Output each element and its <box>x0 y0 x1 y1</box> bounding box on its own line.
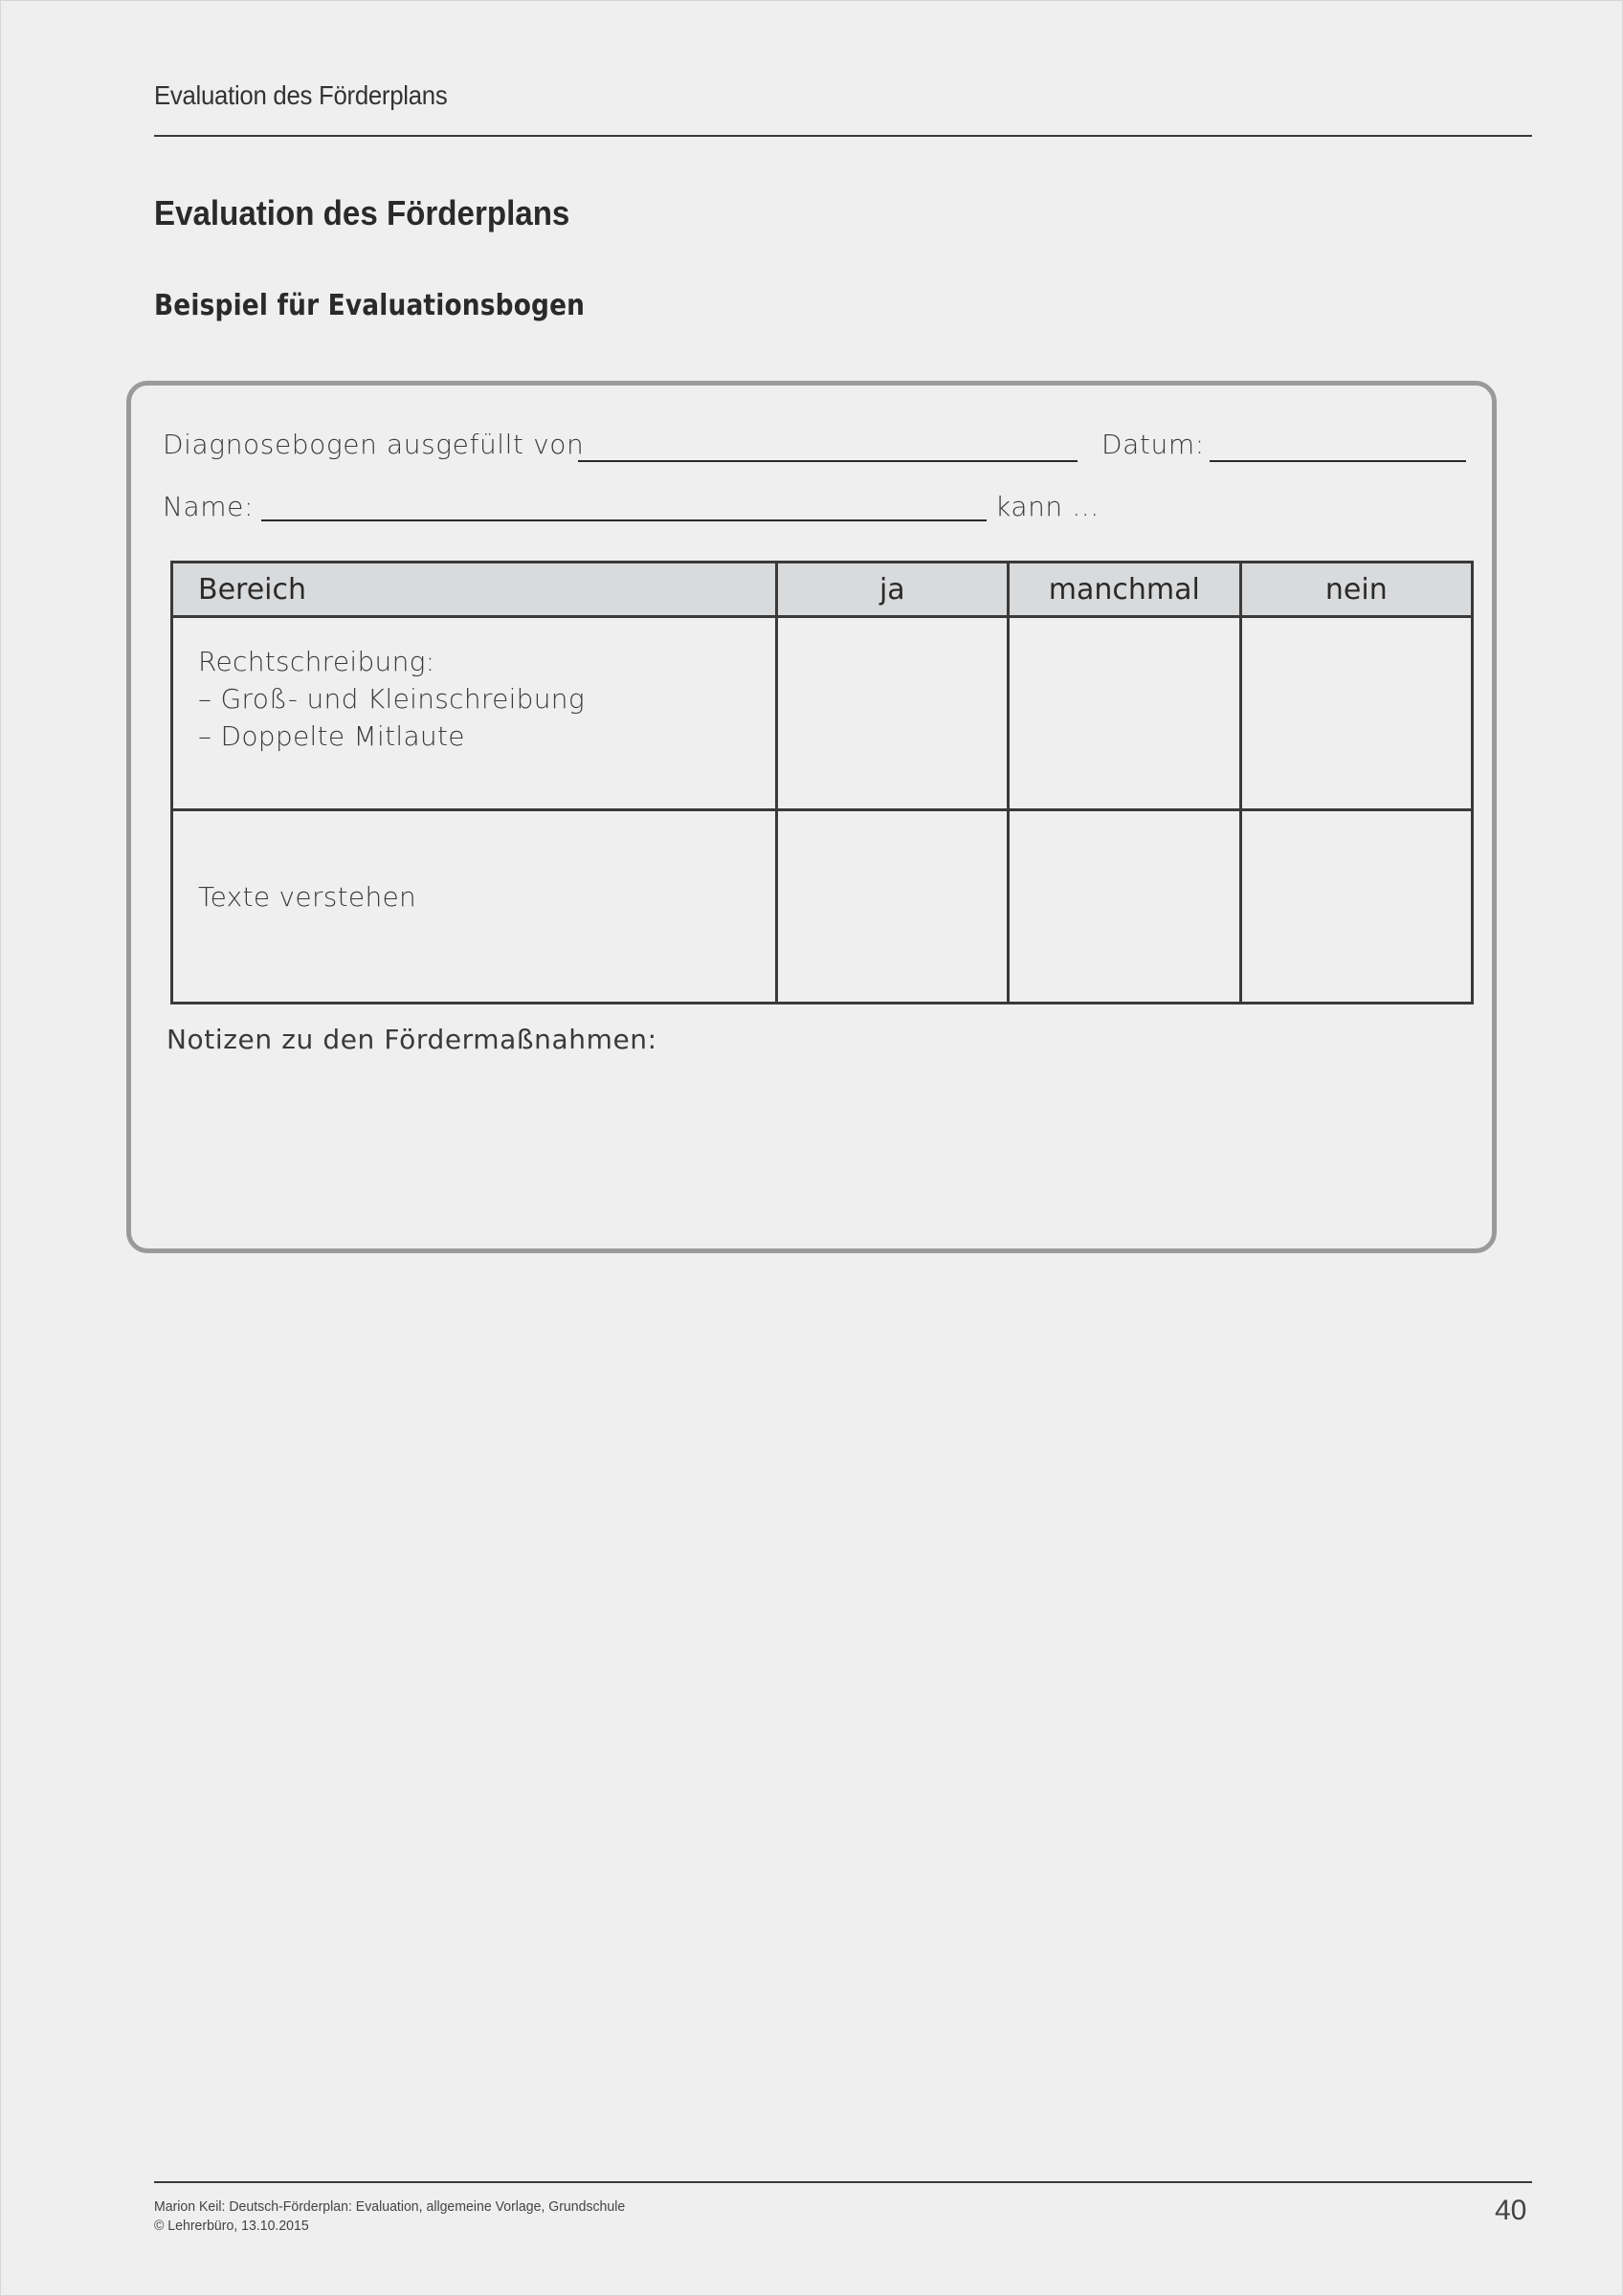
area-line: – Groß- und Kleinschreibung <box>198 683 585 715</box>
completed-by-field[interactable] <box>578 460 1078 462</box>
name-label: Name: <box>163 491 255 522</box>
area-cell-spelling <box>172 617 777 810</box>
date-field[interactable] <box>1210 460 1466 462</box>
can-label: kann ... <box>995 491 1100 522</box>
area-line: Rechtschreibung: <box>198 646 435 677</box>
table-row <box>172 810 1473 1004</box>
sometimes-cell[interactable] <box>1008 810 1240 1004</box>
page-title: Evaluation des Förderplans <box>154 193 570 232</box>
date-label: Datum: <box>1101 429 1205 460</box>
page-subtitle: Beispiel für Evaluationsbogen <box>154 289 586 322</box>
no-cell[interactable] <box>1240 617 1472 810</box>
area-line: – Doppelte Mitlaute <box>198 720 465 752</box>
table-header-row <box>172 563 1473 617</box>
header-sometimes: manchmal <box>1008 563 1240 617</box>
footer-copyright: © Lehrerbüro, 13.10.2015 <box>154 2218 309 2234</box>
yes-cell[interactable] <box>776 810 1008 1004</box>
notes-label: Notizen zu den Fördermaßnahmen: <box>167 1024 657 1055</box>
evaluation-table <box>170 561 1474 1004</box>
header-divider <box>154 135 1532 137</box>
header-yes: ja <box>776 563 1008 617</box>
completed-by-label: Diagnosebogen ausgefüllt von <box>163 429 585 460</box>
yes-cell[interactable] <box>776 617 1008 810</box>
no-cell[interactable] <box>1240 810 1472 1004</box>
running-header: Evaluation des Förderplans <box>154 80 448 110</box>
footer-credit: Marion Keil: Deutsch-Förderplan: Evaluation, allgemeine Vorlage, Grundschule <box>154 2198 626 2215</box>
footer-divider <box>154 2181 1532 2183</box>
area-line: Texte verstehen <box>198 881 417 913</box>
name-field[interactable] <box>261 519 987 521</box>
table-row <box>172 617 1473 810</box>
area-cell-reading <box>172 810 777 1004</box>
header-area: Bereich <box>172 563 777 617</box>
page-number: 40 <box>1495 2195 1527 2226</box>
sometimes-cell[interactable] <box>1008 617 1240 810</box>
header-no: nein <box>1240 563 1472 617</box>
